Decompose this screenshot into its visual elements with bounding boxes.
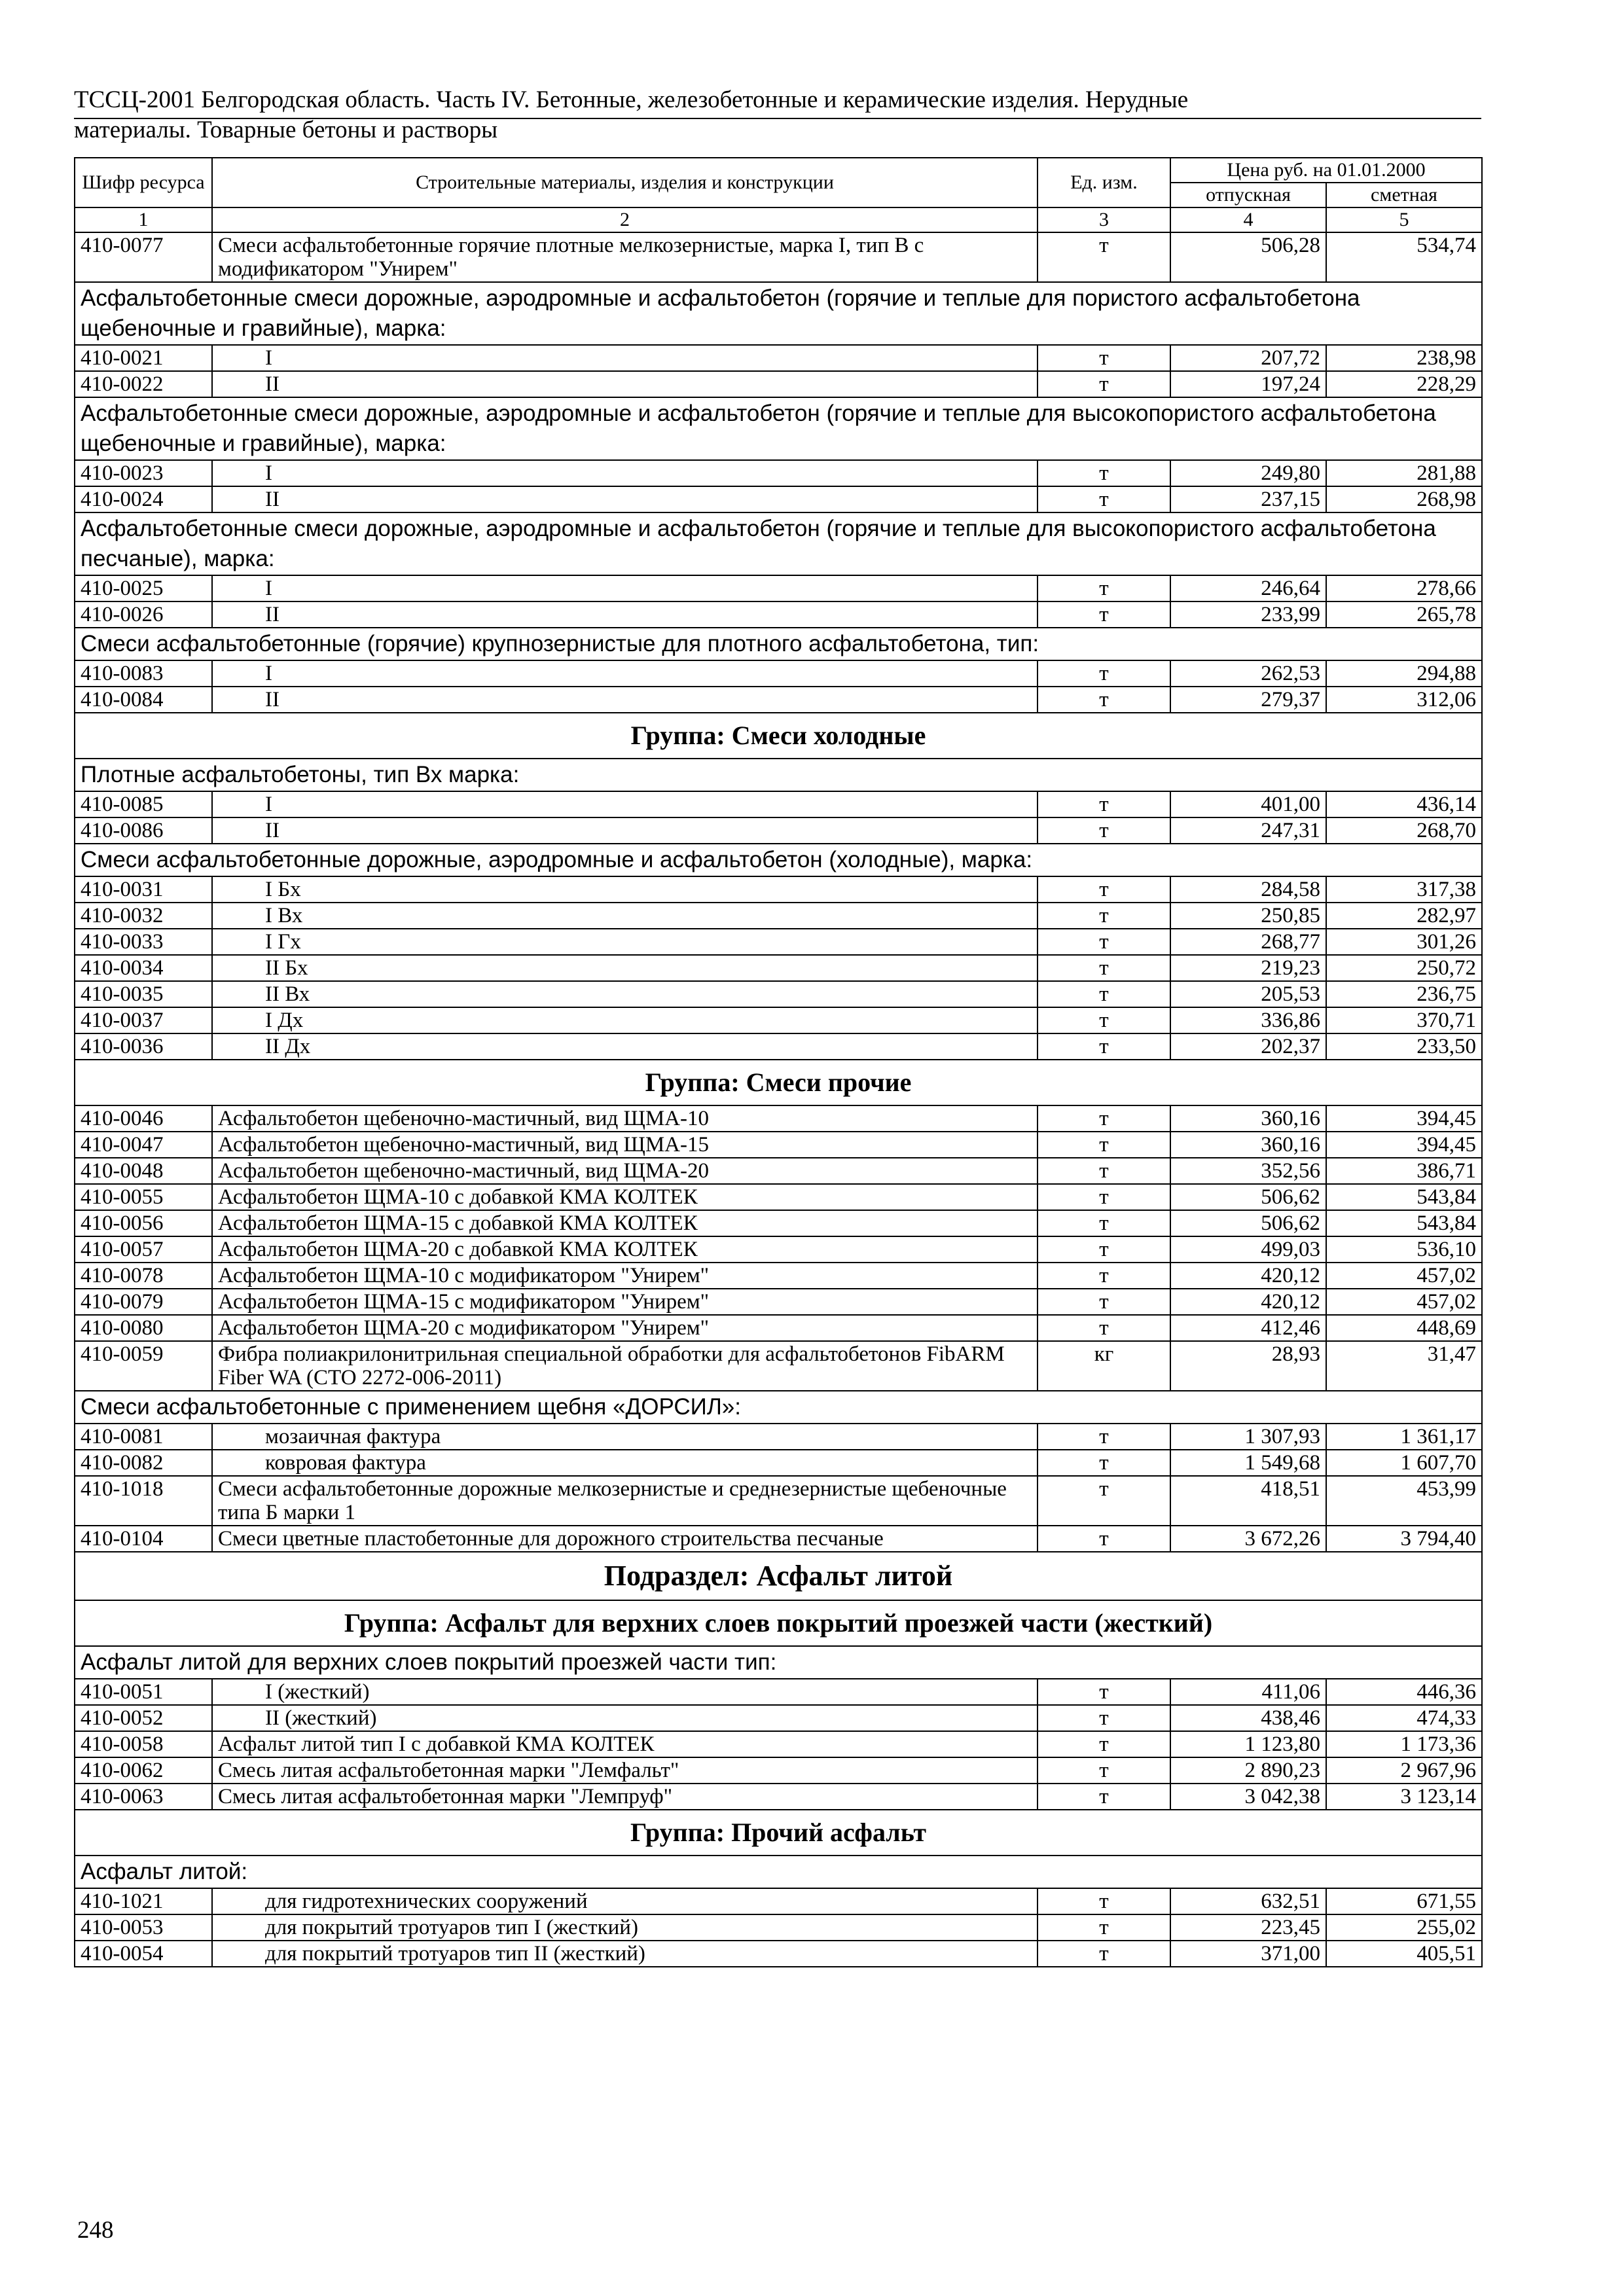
estimate-price: 3 794,40 [1326,1526,1482,1552]
estimate-price: 294,88 [1326,660,1482,687]
estimate-price: 281,88 [1326,460,1482,486]
release-price: 268,77 [1170,929,1326,955]
estimate-price: 436,14 [1326,791,1482,817]
table-row [75,1450,1482,1476]
document-header [74,85,1481,145]
category-heading-row [75,512,1482,575]
table-row [75,687,1482,713]
estimate-price: 317,38 [1326,876,1482,903]
release-price: 237,15 [1170,486,1326,512]
material-name: для гидротехнических сооружений [212,1888,1038,1914]
material-name: I [212,460,1038,486]
resource-code: 410-0048 [75,1158,212,1184]
resource-code: 410-0057 [75,1236,212,1263]
resource-code: 410-0083 [75,660,212,687]
unit-of-measure: т [1038,1263,1170,1289]
resource-code: 410-0036 [75,1033,212,1060]
table-row [75,575,1482,601]
table-row [75,486,1482,512]
resource-code: 410-0047 [75,1132,212,1158]
table-row [75,817,1482,844]
column-number-3: 3 [1038,207,1170,232]
material-name: Фибра полиакрилонитрильная специальной обработки для асфальтобетонов FibARM Fiber WA (СТО 2272-006-2011) [212,1341,1038,1391]
category-heading: Асфальтобетонные смеси дорожные, аэродромные и асфальтобетон (горячие и теплые для пористого асфальтобетона щебеночные и гравийные), марка: [75,282,1482,345]
resource-code: 410-0033 [75,929,212,955]
resource-code: 410-0052 [75,1705,212,1731]
material-name: мозаичная фактура [212,1424,1038,1450]
category-heading: Смеси асфальтобетонные дорожные, аэродромные и асфальтобетон (холодные), марка: [75,844,1482,876]
estimate-price: 268,98 [1326,486,1482,512]
group-heading: Группа: Прочий асфальт [75,1810,1482,1856]
table-row [75,660,1482,687]
header-unit: Ед. изм. [1038,158,1170,207]
release-price: 1 123,80 [1170,1731,1326,1757]
estimate-price: 534,74 [1326,232,1482,282]
estimate-price: 543,84 [1326,1184,1482,1210]
material-name: II [212,687,1038,713]
category-heading-row [75,759,1482,791]
subsection-heading: Подраздел: Асфальт литой [75,1552,1482,1600]
unit-of-measure: т [1038,955,1170,981]
estimate-price: 405,51 [1326,1941,1482,1967]
resource-code: 410-0056 [75,1210,212,1236]
release-price: 246,64 [1170,575,1326,601]
estimate-price: 3 123,14 [1326,1784,1482,1810]
unit-of-measure: т [1038,486,1170,512]
release-price: 499,03 [1170,1236,1326,1263]
material-name: II Вх [212,981,1038,1007]
unit-of-measure: т [1038,371,1170,397]
resource-code: 410-0053 [75,1914,212,1941]
table-row [75,903,1482,929]
material-name: II Бх [212,955,1038,981]
unit-of-measure: т [1038,1184,1170,1210]
material-name: Асфальтобетон щебеночно-мастичный, вид ЩМА-10 [212,1105,1038,1132]
unit-of-measure: т [1038,1757,1170,1784]
subsection-heading-row [75,1552,1482,1600]
category-heading: Асфальтобетонные смеси дорожные, аэродромные и асфальтобетон (горячие и теплые для высокопористого асфальтобетона щебеночные и гравийные), марка: [75,397,1482,460]
unit-of-measure: т [1038,1888,1170,1914]
header-release-price: отпускная [1170,183,1326,207]
table-row [75,1757,1482,1784]
price-table [74,157,1483,1967]
resource-code: 410-0086 [75,817,212,844]
unit-of-measure: т [1038,929,1170,955]
release-price: 506,62 [1170,1210,1326,1236]
resource-code: 410-0055 [75,1184,212,1210]
resource-code: 410-0079 [75,1289,212,1315]
table-row [75,1784,1482,1810]
resource-code: 410-0046 [75,1105,212,1132]
unit-of-measure: т [1038,575,1170,601]
release-price: 360,16 [1170,1132,1326,1158]
release-price: 371,00 [1170,1941,1326,1967]
table-row [75,1941,1482,1967]
table-body [75,232,1482,1967]
material-name: Смеси асфальтобетонные горячие плотные мелкозернистые, марка I, тип В с модификатором "Унирем" [212,232,1038,282]
unit-of-measure: т [1038,1210,1170,1236]
table-row [75,1132,1482,1158]
header-line-2: материалы. Товарные бетоны и растворы [74,117,498,143]
resource-code: 410-0104 [75,1526,212,1552]
resource-code: 410-0023 [75,460,212,486]
table-row [75,232,1482,282]
unit-of-measure: т [1038,1941,1170,1967]
column-number-5: 5 [1326,207,1482,232]
estimate-price: 265,78 [1326,601,1482,628]
estimate-price: 448,69 [1326,1315,1482,1341]
header-estimate-price: сметная [1326,183,1482,207]
unit-of-measure: т [1038,1784,1170,1810]
estimate-price: 238,98 [1326,345,1482,371]
release-price: 233,99 [1170,601,1326,628]
material-name: I Гх [212,929,1038,955]
page-number: 248 [77,2217,114,2244]
resource-code: 410-0034 [75,955,212,981]
material-name: I Вх [212,903,1038,929]
category-heading-row [75,1856,1482,1888]
release-price: 2 890,23 [1170,1757,1326,1784]
estimate-price: 31,47 [1326,1341,1482,1391]
unit-of-measure: т [1038,660,1170,687]
material-name: I Дх [212,1007,1038,1033]
table-row [75,1236,1482,1263]
unit-of-measure: т [1038,1476,1170,1526]
table-row [75,1184,1482,1210]
resource-code: 410-0062 [75,1757,212,1784]
material-name: II [212,817,1038,844]
table-row [75,1341,1482,1391]
category-heading-row [75,1646,1482,1679]
table-row [75,791,1482,817]
estimate-price: 457,02 [1326,1263,1482,1289]
table-row [75,876,1482,903]
estimate-price: 1 607,70 [1326,1450,1482,1476]
table-row [75,1033,1482,1060]
estimate-price: 250,72 [1326,955,1482,981]
table-row [75,371,1482,397]
release-price: 352,56 [1170,1158,1326,1184]
category-heading-row [75,282,1482,345]
estimate-price: 268,70 [1326,817,1482,844]
estimate-price: 228,29 [1326,371,1482,397]
resource-code: 410-0081 [75,1424,212,1450]
release-price: 279,37 [1170,687,1326,713]
table-row [75,1315,1482,1341]
resource-code: 410-0026 [75,601,212,628]
material-name: I [212,660,1038,687]
material-name: Асфальт литой тип I с добавкой КМА КОЛТЕК [212,1731,1038,1757]
material-name: Смесь литая асфальтобетонная марки "Лемфальт" [212,1757,1038,1784]
table-row [75,1007,1482,1033]
resource-code: 410-0032 [75,903,212,929]
resource-code: 410-0058 [75,1731,212,1757]
table-row [75,1476,1482,1526]
category-heading: Асфальт литой: [75,1856,1482,1888]
release-price: 420,12 [1170,1263,1326,1289]
column-number-2: 2 [212,207,1038,232]
estimate-price: 536,10 [1326,1236,1482,1263]
column-number-1: 1 [75,207,212,232]
resource-code: 410-0024 [75,486,212,512]
estimate-price: 278,66 [1326,575,1482,601]
material-name: Асфальтобетон ЩМА-20 с модификатором "Унирем" [212,1315,1038,1341]
unit-of-measure: т [1038,687,1170,713]
resource-code: 410-0082 [75,1450,212,1476]
release-price: 207,72 [1170,345,1326,371]
table-row [75,955,1482,981]
category-heading: Смеси асфальтобетонные с применением щебня «ДОРСИЛ»: [75,1391,1482,1424]
unit-of-measure: т [1038,791,1170,817]
estimate-price: 282,97 [1326,903,1482,929]
material-name: Смеси асфальтобетонные дорожные мелкозернистые и среднезернистые щебеночные типа Б марки 1 [212,1476,1038,1526]
category-heading: Плотные асфальтобетоны, тип Вх марка: [75,759,1482,791]
material-name: II Дх [212,1033,1038,1060]
resource-code: 410-1021 [75,1888,212,1914]
resource-code: 410-0022 [75,371,212,397]
material-name: I [212,345,1038,371]
material-name: II [212,486,1038,512]
table-row [75,1731,1482,1757]
unit-of-measure: т [1038,1731,1170,1757]
unit-of-measure: кг [1038,1341,1170,1391]
material-name: Асфальтобетон ЩМА-10 с модификатором "Унирем" [212,1263,1038,1289]
release-price: 411,06 [1170,1679,1326,1705]
material-name: ковровая фактура [212,1450,1038,1476]
estimate-price: 236,75 [1326,981,1482,1007]
table-row [75,345,1482,371]
table-header [75,158,1482,232]
material-name: Асфальтобетон щебеночно-мастичный, вид ЩМА-15 [212,1132,1038,1158]
unit-of-measure: т [1038,1033,1170,1060]
category-heading: Смеси асфальтобетонные (горячие) крупнозернистые для плотного асфальтобетона, тип: [75,628,1482,660]
header-price: Цена руб. на 01.01.2000 [1170,158,1482,183]
unit-of-measure: т [1038,1236,1170,1263]
material-name: Смеси цветные пластобетонные для дорожного строительства песчаные [212,1526,1038,1552]
material-name: I [212,791,1038,817]
table-row [75,1210,1482,1236]
category-heading-row [75,628,1482,660]
release-price: 336,86 [1170,1007,1326,1033]
estimate-price: 457,02 [1326,1289,1482,1315]
estimate-price: 474,33 [1326,1705,1482,1731]
group-heading-row [75,1600,1482,1646]
estimate-price: 233,50 [1326,1033,1482,1060]
unit-of-measure: т [1038,232,1170,282]
table-row [75,1705,1482,1731]
material-name: II [212,371,1038,397]
estimate-price: 312,06 [1326,687,1482,713]
table-row [75,1914,1482,1941]
column-number-4: 4 [1170,207,1326,232]
table-row [75,1263,1482,1289]
resource-code: 410-0035 [75,981,212,1007]
unit-of-measure: т [1038,1424,1170,1450]
release-price: 3 042,38 [1170,1784,1326,1810]
release-price: 401,00 [1170,791,1326,817]
release-price: 250,85 [1170,903,1326,929]
group-heading: Группа: Смеси прочие [75,1060,1482,1105]
table-row [75,1424,1482,1450]
table-row [75,1158,1482,1184]
release-price: 1 307,93 [1170,1424,1326,1450]
resource-code: 410-1018 [75,1476,212,1526]
release-price: 420,12 [1170,1289,1326,1315]
header-code: Шифр ресурса [75,158,212,207]
header-rule [74,118,1481,119]
unit-of-measure: т [1038,1315,1170,1341]
release-price: 632,51 [1170,1888,1326,1914]
category-heading-row [75,1391,1482,1424]
release-price: 418,51 [1170,1476,1326,1526]
unit-of-measure: т [1038,1914,1170,1941]
material-name: I Бх [212,876,1038,903]
unit-of-measure: т [1038,903,1170,929]
resource-code: 410-0051 [75,1679,212,1705]
material-name: для покрытий тротуаров тип I (жесткий) [212,1914,1038,1941]
estimate-price: 394,45 [1326,1105,1482,1132]
table-row [75,929,1482,955]
release-price: 202,37 [1170,1033,1326,1060]
material-name: Асфальтобетон ЩМА-15 с модификатором "Унирем" [212,1289,1038,1315]
group-heading-row [75,713,1482,759]
table-row [75,1289,1482,1315]
release-price: 360,16 [1170,1105,1326,1132]
header-line-1: ТССЦ-2001 Белгородская область. Часть IV. Бетонные, железобетонные и керамические изделия. Нерудные [74,86,1189,113]
estimate-price: 671,55 [1326,1888,1482,1914]
estimate-price: 394,45 [1326,1132,1482,1158]
unit-of-measure: т [1038,460,1170,486]
estimate-price: 386,71 [1326,1158,1482,1184]
release-price: 249,80 [1170,460,1326,486]
release-price: 247,31 [1170,817,1326,844]
group-heading: Группа: Смеси холодные [75,713,1482,759]
resource-code: 410-0063 [75,1784,212,1810]
resource-code: 410-0059 [75,1341,212,1391]
unit-of-measure: т [1038,1289,1170,1315]
group-heading-row [75,1060,1482,1105]
release-price: 262,53 [1170,660,1326,687]
unit-of-measure: т [1038,1105,1170,1132]
header-name: Строительные материалы, изделия и конструкции [212,158,1038,207]
material-name: для покрытий тротуаров тип II (жесткий) [212,1941,1038,1967]
resource-code: 410-0084 [75,687,212,713]
resource-code: 410-0037 [75,1007,212,1033]
unit-of-measure: т [1038,1526,1170,1552]
unit-of-measure: т [1038,601,1170,628]
material-name: I (жесткий) [212,1679,1038,1705]
category-heading: Асфальтобетонные смеси дорожные, аэродромные и асфальтобетон (горячие и теплые для высокопористого асфальтобетона песчаные), марка: [75,512,1482,575]
release-price: 219,23 [1170,955,1326,981]
resource-code: 410-0031 [75,876,212,903]
resource-code: 410-0077 [75,232,212,282]
estimate-price: 1 173,36 [1326,1731,1482,1757]
material-name: Асфальтобетон ЩМА-15 с добавкой КМА КОЛТЕК [212,1210,1038,1236]
estimate-price: 453,99 [1326,1476,1482,1526]
material-name: II [212,601,1038,628]
material-name: Асфальтобетон ЩМА-20 с добавкой КМА КОЛТЕК [212,1236,1038,1263]
table-row [75,1526,1482,1552]
unit-of-measure: т [1038,1007,1170,1033]
unit-of-measure: т [1038,1132,1170,1158]
estimate-price: 446,36 [1326,1679,1482,1705]
unit-of-measure: т [1038,981,1170,1007]
release-price: 506,62 [1170,1184,1326,1210]
resource-code: 410-0085 [75,791,212,817]
category-heading-row [75,844,1482,876]
category-heading: Асфальт литой для верхних слоев покрытий проезжей части тип: [75,1646,1482,1679]
group-heading-row [75,1810,1482,1856]
unit-of-measure: т [1038,1679,1170,1705]
material-name: Смесь литая асфальтобетонная марки "Лемпруф" [212,1784,1038,1810]
unit-of-measure: т [1038,1158,1170,1184]
resource-code: 410-0025 [75,575,212,601]
release-price: 223,45 [1170,1914,1326,1941]
estimate-price: 370,71 [1326,1007,1482,1033]
release-price: 506,28 [1170,232,1326,282]
release-price: 3 672,26 [1170,1526,1326,1552]
release-price: 438,46 [1170,1705,1326,1731]
table-row [75,1105,1482,1132]
release-price: 205,53 [1170,981,1326,1007]
estimate-price: 255,02 [1326,1914,1482,1941]
unit-of-measure: т [1038,1705,1170,1731]
table-row [75,1888,1482,1914]
category-heading-row [75,397,1482,460]
group-heading: Группа: Асфальт для верхних слоев покрытий проезжей части (жесткий) [75,1600,1482,1646]
unit-of-measure: т [1038,817,1170,844]
table-row [75,601,1482,628]
estimate-price: 2 967,96 [1326,1757,1482,1784]
release-price: 197,24 [1170,371,1326,397]
material-name: II (жесткий) [212,1705,1038,1731]
release-price: 28,93 [1170,1341,1326,1391]
table-row [75,981,1482,1007]
estimate-price: 543,84 [1326,1210,1482,1236]
table-row [75,1679,1482,1705]
resource-code: 410-0080 [75,1315,212,1341]
table-row [75,460,1482,486]
estimate-price: 301,26 [1326,929,1482,955]
resource-code: 410-0054 [75,1941,212,1967]
release-price: 412,46 [1170,1315,1326,1341]
unit-of-measure: т [1038,876,1170,903]
resource-code: 410-0078 [75,1263,212,1289]
release-price: 1 549,68 [1170,1450,1326,1476]
material-name: Асфальтобетон ЩМА-10 с добавкой КМА КОЛТЕК [212,1184,1038,1210]
unit-of-measure: т [1038,345,1170,371]
material-name: Асфальтобетон щебеночно-мастичный, вид ЩМА-20 [212,1158,1038,1184]
material-name: I [212,575,1038,601]
estimate-price: 1 361,17 [1326,1424,1482,1450]
release-price: 284,58 [1170,876,1326,903]
resource-code: 410-0021 [75,345,212,371]
unit-of-measure: т [1038,1450,1170,1476]
